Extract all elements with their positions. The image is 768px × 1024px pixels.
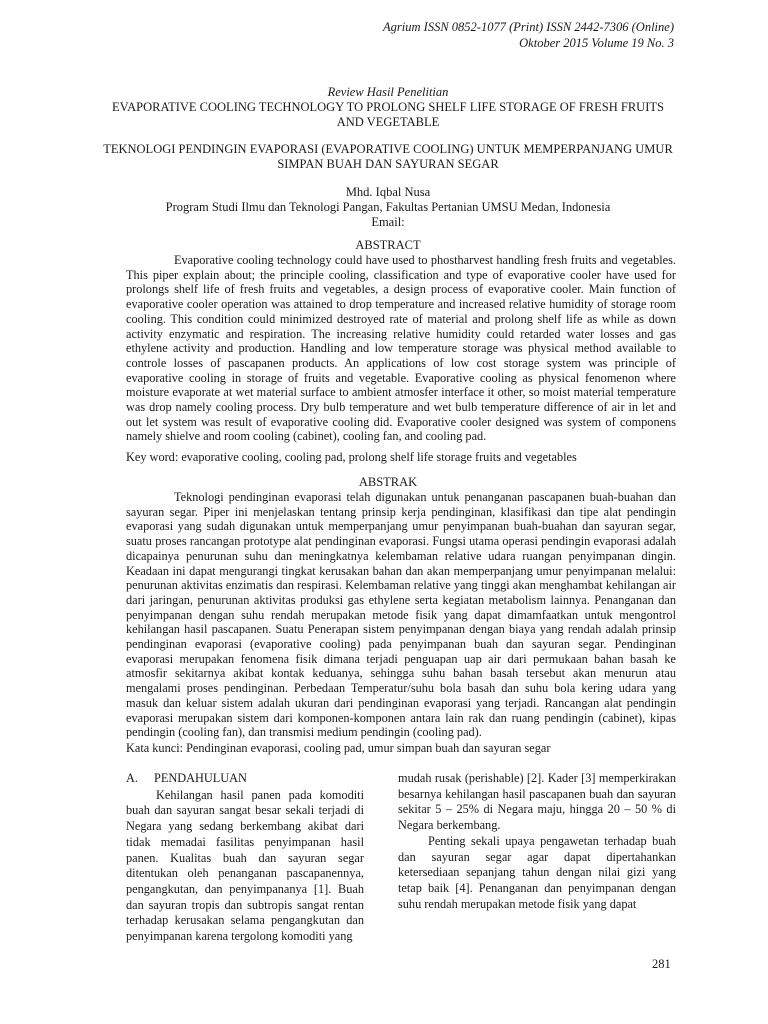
intro-paragraph-right-1: mudah rusak (perishable) [2]. Kader [3] memperkirakan besarnya kehilangan hasil pascapanen buah dan sayuran sekitar 5 – 25% di Negara maju, hingga 20 – 50 % di Negara berkembang. — [398, 771, 676, 833]
abstract-keywords: Key word: evaporative cooling, cooling pad, prolong shelf life storage fruits and vegetables — [126, 450, 577, 464]
intro-left-column — [126, 771, 364, 945]
journal-issn: Agrium ISSN 0852-1077 (Print) ISSN 2442-7306 (Online) — [383, 20, 674, 34]
abstrak-text: Teknologi pendinginan evaporasi telah digunakan untuk penanganan pascapanen buah-buahan dan sayuran segar. Piper ini menjelaskan tentang prinsip kerja pendinginan, klasifikasi dan tipe alat pendingin evaporasi yang sudah digunakan untuk memperpanjang umur penyimpanan buah-buahan dan sayuran segar, suatu proses rancangan prototype alat pendinginan evaporasi. Fungsi utama operasi pendingin evaporasi adalah dicapainya penurunan suhu dan meningkatnya kelembaman relative udara ruangan penyimpanan dingin. Keadaan ini dapat mengurangi tingkat kerusakan bahan dan akan memperpanjang umur penyimpanan melalui: penurunan aktivitas enzimatis dan respirasi. Kelembaman relative yang tinggi akan menghambat kehilangan air dari jaringan, penurunan aktivitas produksi gas ethylene serta kegiatan metabolism lainnya. Penanganan dan penyimpanan dengan suhu rendah merupakan metode fisik yang dapat dimamfaatkan untuk mengontrol kehilangan hasil pascapanen. Suatu Penerapan sistem penyimpanan dengan biaya yang rendah adalah prinsip pendinginan evaporasi (evaporative cooling) pada penyimpanan buah dan sayuran segar. Pendinginan evaporasi merupakan fenomena fisik dimana terjadi penguapan uap air dari permukaan bahan basah ke atmosfir sekitarnya akibat kontak keduanya, sehingga suhu bahan basah tersebut akan menurun atau mengalami proses pendinginan. Perbedaan Temperatur/suhu bola basah dan suhu bola kering udara yang masuk dan keluar sistem adalah ukuran dari pendinginan evaporasi yang terjadi. Rancangan alat pendingin evaporasi merupakan sistem dari komponen-komponen antara lain rak dan ruang pendingin (cabinet), kipas pendingin (cooling fan), dan transmisi medium pendingin (cooling pad). — [126, 490, 676, 740]
page-number: 281 — [652, 957, 671, 971]
author-affiliation: Program Studi Ilmu dan Teknologi Pangan, Fakultas Pertanian UMSU Medan, Indonesia — [165, 200, 611, 214]
abstract-heading: ABSTRACT — [355, 238, 421, 252]
intro-paragraph-left: Kehilangan hasil panen pada komoditi buah dan sayuran sangat besar sekali terjadi di Negara yang sedang berkembang akibat dari tidak memadai fasilitas penyimpanan hasil panen. Kualitas buah dan sayuran segar ditentukan oleh penanganan pascapanennya, pengangkutan, dan penyimpananya [1]. Buah dan sayuran tropis dan subtropis sangat rentan terhadap kerusakan selama pengangkutan dan penyimpanan karena tergolong komoditi yang — [126, 787, 364, 944]
review-label: Review Hasil Penelitian — [327, 85, 449, 99]
section-title: PENDAHULUAN — [154, 771, 247, 785]
journal-issue: Oktober 2015 Volume 19 No. 3 — [519, 36, 674, 50]
intro-paragraph-right-2: Penting sekali upaya pengawetan terhadap buah dan sayuran segar agar dapat dipertahankan ketersediaan sepanjang tahun dengan nilai gizi yang tetap baik [4]. Penanganan dan penyimpanan dengan suhu rendah merupakan metode fisik yang dapat — [398, 833, 676, 911]
author-name: Mhd. Iqbal Nusa — [345, 185, 431, 199]
abstract-text: Evaporative cooling technology could have used to phostharvest handling fresh fruits and vegetables. This piper explain about; the principle cooling, classification and type of evaporative cooler have used for prolongs shelf life of fresh fruits and vegetables, a design process of evaporative cooler. Main function of evaporative cooler operation was attained to drop temperature and increased relative humidity of storage room cooling. This condition could minimized destroyed rate of material and prolong shelf life as while as down activity enzymatic and respiration. The increasing relative humidity could retarded water losses and gas ethylene activity and production. Handling and low temperature storage was physical method available to controle losses of pascapanen products. An applications of low cost storage system was principle of evaporative cooling in storage of fruits and vegetable. Evaporative cooling as physical fenomenon where moisture evaporate at wet material surface to ambient atmosfer interface it other, so moist material temperature was drop namely cooling process. Dry bulb temperature and wet bulb temperature difference of air in let and out let system was result of evaporative cooling did. Evaporative cooler designed was system of componens namely shielve and room cooling (cabinet), cooling fan, and cooling pad. — [126, 253, 676, 444]
section-number: A. — [126, 771, 138, 785]
title-indonesian: TEKNOLOGI PENDINGIN EVAPORASI (EVAPORATIVE COOLING) UNTUK MEMPERPANJANG UMUR SIMPAN BUAH DAN SAYURAN SEGAR — [103, 142, 673, 171]
section-heading — [126, 771, 364, 787]
title-block — [100, 85, 676, 230]
title-english: EVAPORATIVE COOLING TECHNOLOGY TO PROLONG SHELF LIFE STORAGE OF FRESH FRUITS AND VEGETABLE — [112, 100, 664, 129]
journal-header — [383, 19, 674, 51]
intro-right-column — [398, 771, 676, 912]
abstrak-keywords: Kata kunci: Pendinginan evaporasi, cooling pad, umur simpan buah dan sayuran segar — [126, 741, 551, 755]
abstrak-heading: ABSTRAK — [358, 475, 418, 489]
email-label: Email: — [371, 215, 405, 229]
